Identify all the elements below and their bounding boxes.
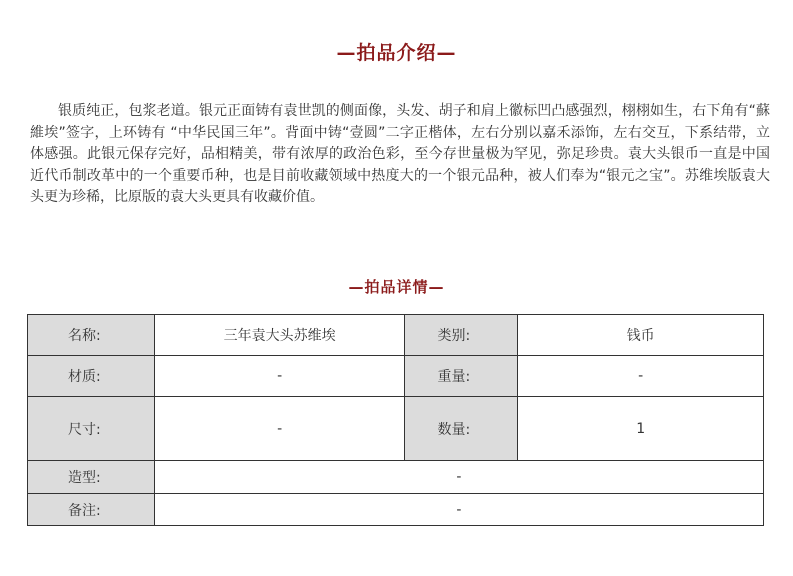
table-row — [28, 356, 764, 397]
shape-value: - — [154, 461, 763, 494]
category-label: 类别: — [405, 315, 518, 356]
material-value: - — [154, 356, 405, 397]
weight-value: - — [518, 356, 764, 397]
notes-value: - — [154, 494, 763, 526]
quantity-label: 数量: — [405, 397, 518, 461]
material-label: 材质: — [28, 356, 155, 397]
weight-label: 重量: — [405, 356, 518, 397]
details-section-title: —拍品详情— — [348, 278, 445, 296]
intro-paragraph: 银质纯正，包浆老道。银元正面铸有袁世凯的侧面像，头发、胡子和肩上徽标凹凸感强烈，栩栩如生，右下角有“蘇維埃”签字，上环铸有 “中华民国三年”。背面中铸“壹圆”二字正楷体，左右分别以嘉禾添饰，左右交互，下系结带，立体感强。此银元保存完好，品相精美，带有浓厚的政治色彩，至今存世量极为罕见，弥足珍贵。袁大头银币一直是中国近代币制改革中的一个重要币种，也是目前收藏领域中热度大的一个银元品种，被人们奉为“银元之宝”。苏维埃版袁大头更为珍稀，比原版的袁大头更具有收藏价值。 — [30, 103, 770, 205]
category-value: 钱币 — [518, 315, 764, 356]
intro-section-title: —拍品介绍— — [336, 42, 457, 64]
size-label: 尺寸: — [28, 397, 155, 461]
name-label: 名称: — [28, 315, 155, 356]
shape-label: 造型: — [28, 461, 155, 494]
quantity-value: 1 — [518, 397, 764, 461]
size-value: - — [154, 397, 405, 461]
table-row — [28, 461, 764, 494]
details-table — [27, 314, 764, 526]
notes-label: 备注: — [28, 494, 155, 526]
table-row — [28, 494, 764, 526]
name-value: 三年袁大头苏维埃 — [154, 315, 405, 356]
table-row — [28, 397, 764, 461]
table-row — [28, 315, 764, 356]
